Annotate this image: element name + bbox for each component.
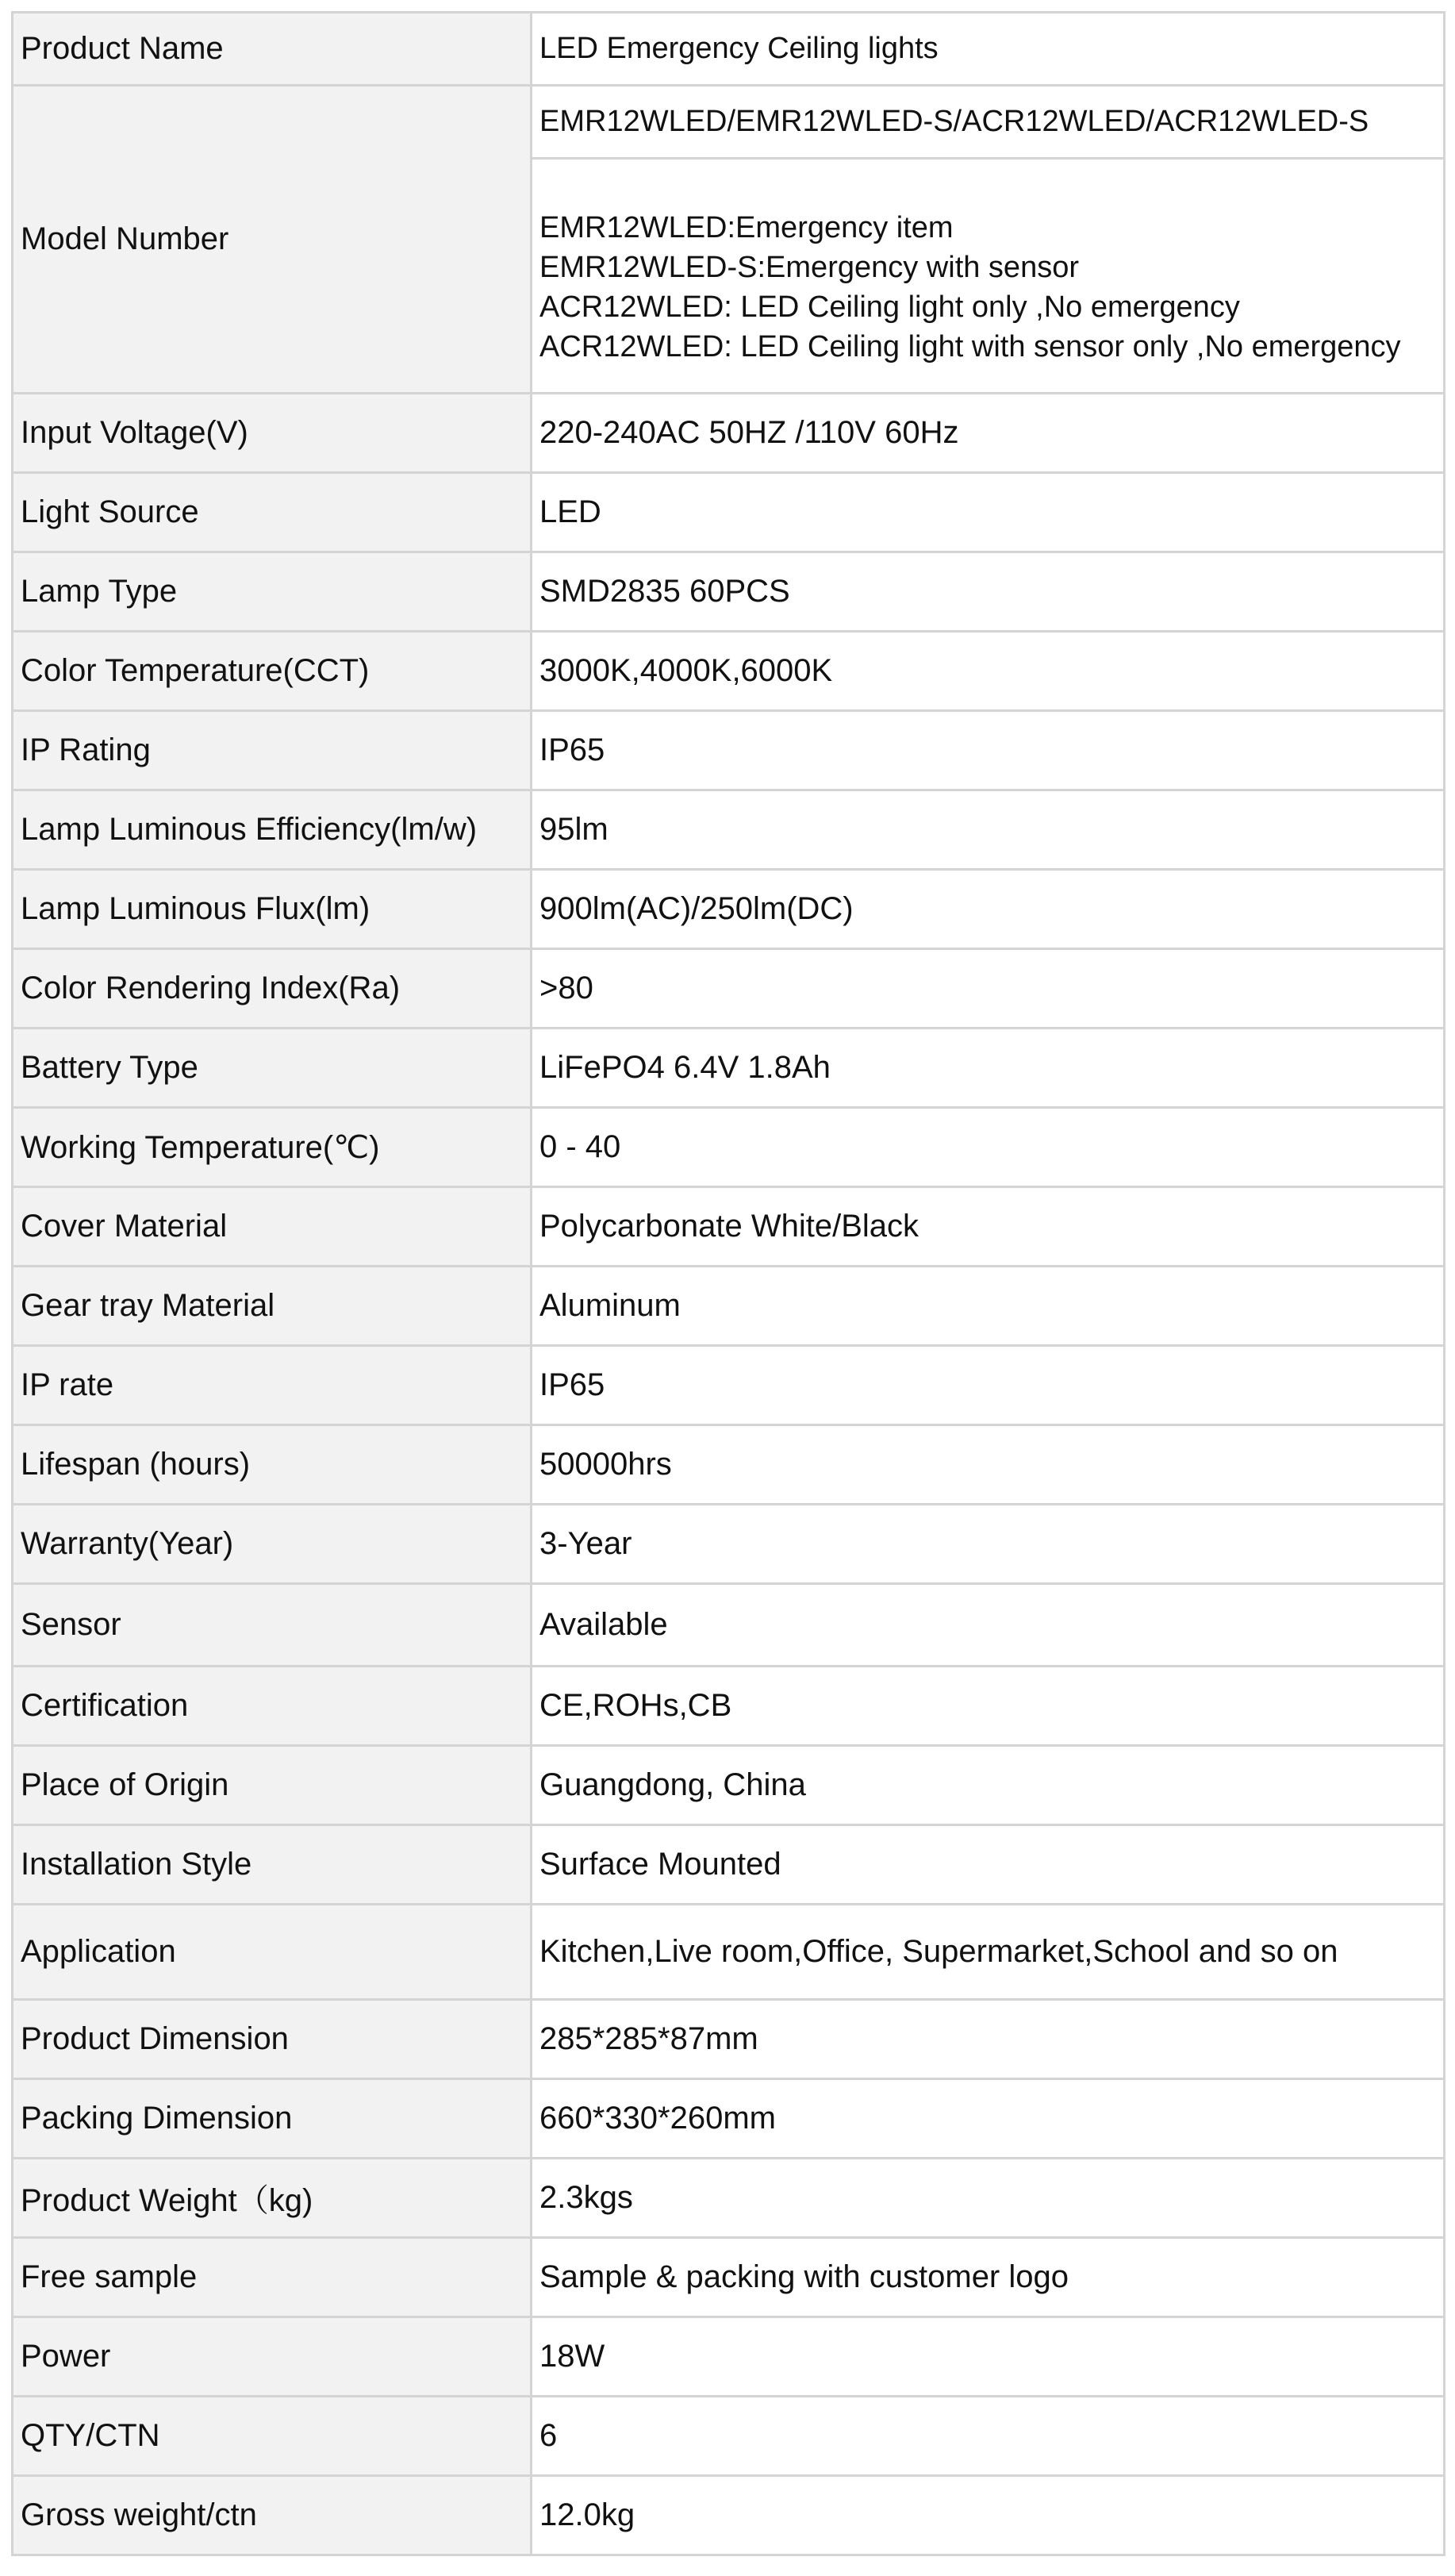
spec-row bbox=[13, 632, 1445, 711]
spec-label: QTY/CTN bbox=[13, 2397, 532, 2476]
spec-value: LED bbox=[532, 473, 1445, 552]
spec-row bbox=[13, 790, 1445, 870]
spec-value: Available bbox=[532, 1584, 1445, 1667]
spec-label: Installation Style bbox=[13, 1825, 532, 1905]
spec-value: SMD2835 60PCS bbox=[532, 552, 1445, 632]
spec-label: Product Dimension bbox=[13, 2000, 532, 2079]
spec-label: Gear tray Material bbox=[13, 1267, 532, 1346]
spec-label: Cover Material bbox=[13, 1187, 532, 1267]
spec-value: IP65 bbox=[532, 711, 1445, 790]
spec-label: Gross weight/ctn bbox=[13, 2476, 532, 2555]
spec-label: Model Number bbox=[13, 86, 532, 394]
spec-table bbox=[11, 11, 1445, 2556]
spec-label: Free sample bbox=[13, 2238, 532, 2317]
spec-value: 50000hrs bbox=[532, 1425, 1445, 1505]
spec-value: 900lm(AC)/250lm(DC) bbox=[532, 870, 1445, 949]
spec-value: 18W bbox=[532, 2317, 1445, 2397]
spec-row bbox=[13, 552, 1445, 632]
spec-label: Product Name bbox=[13, 13, 532, 86]
spec-label: Working Temperature(℃) bbox=[13, 1108, 532, 1187]
model-detail-line: ACR12WLED: LED Ceiling light with sensor only ,No emergency bbox=[539, 329, 1401, 363]
spec-value: 220-240AC 50HZ /110V 60Hz bbox=[532, 394, 1445, 473]
spec-value: Sample & packing with customer logo bbox=[532, 2238, 1445, 2317]
model-number-value: EMR12WLED/EMR12WLED-S/ACR12WLED/ACR12WLED-S bbox=[532, 86, 1445, 159]
spec-label: Lamp Type bbox=[13, 552, 532, 632]
spec-label: Product Weight（kg) bbox=[13, 2159, 532, 2238]
spec-value: Kitchen,Live room,Office, Supermarket,School and so on bbox=[532, 1905, 1445, 2000]
spec-label: Certification bbox=[13, 1667, 532, 1746]
spec-label: Lamp Luminous Efficiency(lm/w) bbox=[13, 790, 532, 870]
spec-row bbox=[13, 394, 1445, 473]
spec-row bbox=[13, 2317, 1445, 2397]
spec-row bbox=[13, 2079, 1445, 2159]
spec-value: 285*285*87mm bbox=[532, 2000, 1445, 2079]
spec-row bbox=[13, 1267, 1445, 1346]
spec-row bbox=[13, 1187, 1445, 1267]
model-detail-line: EMR12WLED:Emergency item bbox=[539, 210, 954, 244]
model-detail-line: EMR12WLED-S:Emergency with sensor bbox=[539, 250, 1079, 284]
spec-value: >80 bbox=[532, 949, 1445, 1028]
spec-value: 6 bbox=[532, 2397, 1445, 2476]
spec-value: 3-Year bbox=[532, 1505, 1445, 1584]
spec-row bbox=[13, 1505, 1445, 1584]
spec-row bbox=[13, 1746, 1445, 1825]
spec-value: Aluminum bbox=[532, 1267, 1445, 1346]
spec-label: Input Voltage(V) bbox=[13, 394, 532, 473]
spec-row bbox=[13, 2159, 1445, 2238]
spec-label: Light Source bbox=[13, 473, 532, 552]
spec-row bbox=[13, 1028, 1445, 1108]
spec-row bbox=[13, 1825, 1445, 1905]
spec-value: IP65 bbox=[532, 1346, 1445, 1425]
spec-value: Guangdong, China bbox=[532, 1746, 1445, 1825]
spec-value: CE,ROHs,CB bbox=[532, 1667, 1445, 1746]
spec-value: LiFePO4 6.4V 1.8Ah bbox=[532, 1028, 1445, 1108]
spec-row bbox=[13, 711, 1445, 790]
spec-value: 12.0kg bbox=[532, 2476, 1445, 2555]
spec-row bbox=[13, 1905, 1445, 2000]
spec-value: LED Emergency Ceiling lights bbox=[532, 13, 1445, 86]
spec-label: IP Rating bbox=[13, 711, 532, 790]
spec-value: Surface Mounted bbox=[532, 1825, 1445, 1905]
spec-row bbox=[13, 2000, 1445, 2079]
spec-label: Place of Origin bbox=[13, 1746, 532, 1825]
spec-value: Polycarbonate White/Black bbox=[532, 1187, 1445, 1267]
spec-label: Battery Type bbox=[13, 1028, 532, 1108]
spec-label: Sensor bbox=[13, 1584, 532, 1667]
spec-row bbox=[13, 473, 1445, 552]
spec-row bbox=[13, 1667, 1445, 1746]
spec-row bbox=[13, 949, 1445, 1028]
spec-label: Application bbox=[13, 1905, 532, 2000]
spec-row bbox=[13, 1108, 1445, 1187]
model-detail-line: ACR12WLED: LED Ceiling light only ,No emergency bbox=[539, 290, 1240, 324]
spec-label: IP rate bbox=[13, 1346, 532, 1425]
spec-row bbox=[13, 1346, 1445, 1425]
spec-row bbox=[13, 1425, 1445, 1505]
spec-label: Lamp Luminous Flux(lm) bbox=[13, 870, 532, 949]
spec-row bbox=[13, 2238, 1445, 2317]
spec-label: Packing Dimension bbox=[13, 2079, 532, 2159]
spec-value: 3000K,4000K,6000K bbox=[532, 632, 1445, 711]
spec-label: Power bbox=[13, 2317, 532, 2397]
spec-row-product-name bbox=[13, 13, 1445, 86]
spec-label: Warranty(Year) bbox=[13, 1505, 532, 1584]
spec-value: 660*330*260mm bbox=[532, 2079, 1445, 2159]
spec-row bbox=[13, 2397, 1445, 2476]
spec-value: 0 - 40 bbox=[532, 1108, 1445, 1187]
spec-value: 95lm bbox=[532, 790, 1445, 870]
spec-row-model-number bbox=[13, 86, 1445, 159]
spec-row bbox=[13, 1584, 1445, 1667]
spec-row bbox=[13, 2476, 1445, 2555]
spec-value: 2.3kgs bbox=[532, 2159, 1445, 2238]
spec-label: Lifespan (hours) bbox=[13, 1425, 532, 1505]
model-details bbox=[532, 159, 1445, 394]
spec-label: Color Rendering Index(Ra) bbox=[13, 949, 532, 1028]
spec-row bbox=[13, 870, 1445, 949]
spec-label: Color Temperature(CCT) bbox=[13, 632, 532, 711]
